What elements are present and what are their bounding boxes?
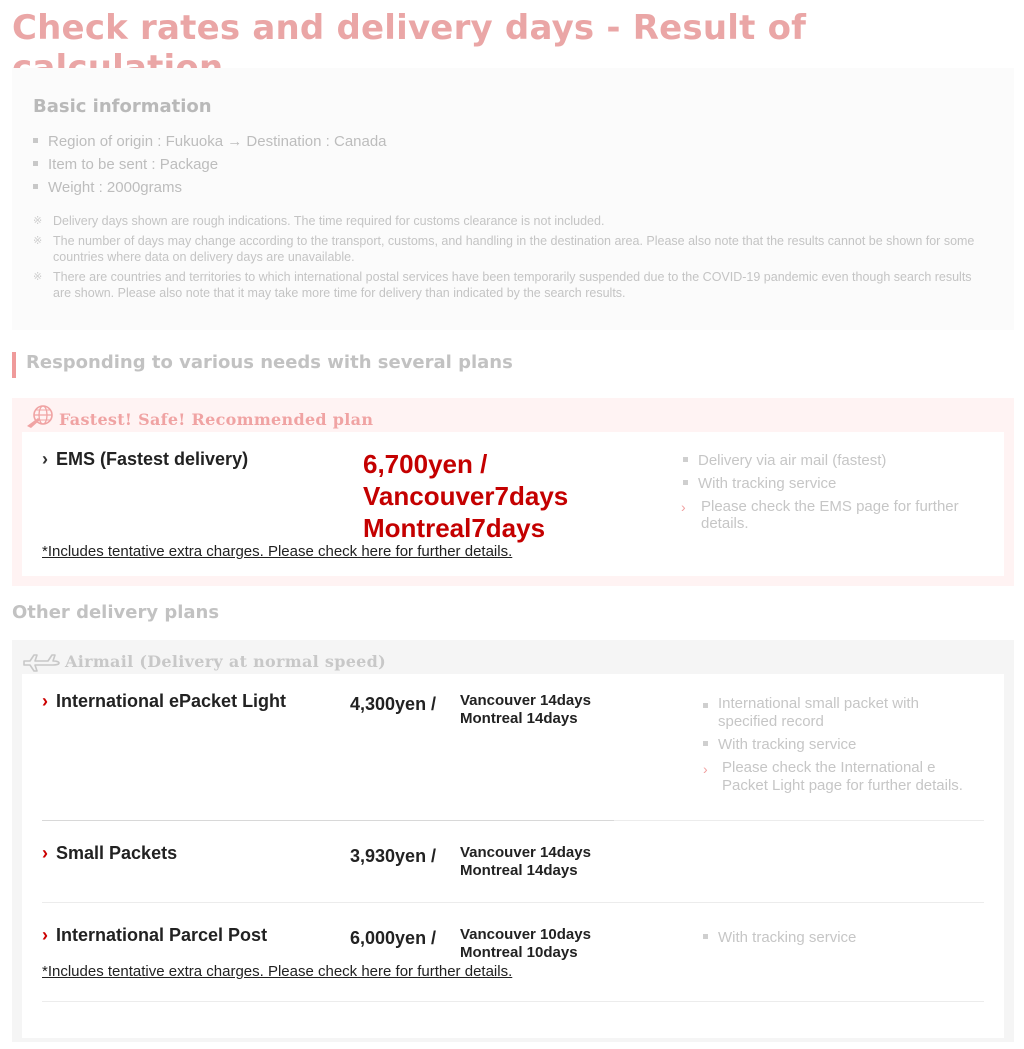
plan-divider	[614, 820, 984, 821]
ems-feature: With tracking service	[683, 475, 836, 492]
small-packets-link[interactable]: › Small Packets	[42, 843, 178, 863]
ems-feature: Delivery via air mail (fastest)	[683, 452, 886, 469]
parcel-post-extra-charges-link[interactable]: *Includes tentative extra charges. Please check here for further details.	[42, 963, 513, 980]
chevron-right-icon: ›	[703, 761, 708, 777]
parcel-post-days: Vancouver 10days Montreal 10days	[460, 926, 591, 961]
plan-divider	[42, 820, 614, 821]
other-plans-heading: Other delivery plans	[12, 602, 220, 623]
recommended-plan-title: Fastest! Safe! Recommended plan	[59, 410, 374, 429]
small-packets-days: Vancouver 14days Montreal 14days	[460, 844, 591, 879]
epacket-light-page-link[interactable]: › Please check the International e Packet Light page for further details.	[703, 759, 963, 794]
epacket-light-price: 4,300yen /	[350, 694, 437, 714]
note-mark: ※	[33, 215, 43, 227]
note: ※ There are countries and territories to which international postal services have been temporarily suspended due to the COVID-19 pandemic even though search results are shown. Please also note that it may take more time for delivery than indicated by the search results.	[33, 270, 972, 300]
airplane-icon	[22, 646, 60, 674]
chevron-right-icon: ›	[42, 843, 48, 863]
note-mark: ※	[33, 271, 43, 283]
chevron-right-icon: ›	[42, 449, 48, 469]
page-title: Check rates and delivery days - Result of	[12, 8, 807, 48]
epacket-light-feature: With tracking service	[703, 736, 856, 753]
chevron-right-icon: ›	[42, 691, 48, 711]
ems-extra-charges-link[interactable]: *Includes tentative extra charges. Please check here for further details.	[42, 543, 513, 560]
basic-info-item: Region of origin : Fukuoka → Destination : Canada	[33, 133, 387, 150]
globe-plane-icon	[26, 404, 56, 430]
plans-section-heading: Responding to various needs with several plans	[26, 352, 513, 373]
epacket-light-link[interactable]: › International ePacket Light	[42, 691, 287, 711]
parcel-post-feature: With tracking service	[703, 929, 856, 946]
plan-divider	[42, 1001, 984, 1002]
parcel-post-price: 6,000yen /	[350, 928, 437, 948]
note: ※ Delivery days shown are rough indications. The time required for customs clearance is not included.	[33, 214, 605, 228]
ems-price: 6,700yen / Vancouver7days Montreal7days	[363, 449, 569, 543]
note-mark: ※	[33, 235, 43, 247]
basic-info-heading: Basic information	[33, 96, 212, 117]
small-packets-price: 3,930yen /	[350, 846, 437, 866]
ems-plan-link[interactable]: › EMS (Fastest delivery)	[42, 449, 249, 469]
section-accent-bar	[12, 352, 16, 378]
parcel-post-link[interactable]: › International Parcel Post	[42, 925, 268, 945]
airmail-title: Airmail (Delivery at normal speed)	[65, 652, 387, 671]
chevron-right-icon: ›	[681, 499, 686, 515]
note: ※ The number of days may change according to the transport, customs, and handling in the destination area. Please also note that the results cannot be shown for some countries where data on delivery days are unavailable.	[33, 234, 975, 264]
chevron-right-icon: ›	[42, 925, 48, 945]
epacket-light-feature: International small packet with specified record	[703, 695, 963, 731]
epacket-light-days: Vancouver 14days Montreal 14days	[460, 692, 591, 727]
basic-info-item: Weight : 2000grams	[33, 179, 182, 196]
plan-divider	[42, 902, 984, 903]
basic-info-item: Item to be sent : Package	[33, 156, 218, 173]
ems-page-link[interactable]: › Please check the EMS page for further details.	[681, 498, 959, 532]
